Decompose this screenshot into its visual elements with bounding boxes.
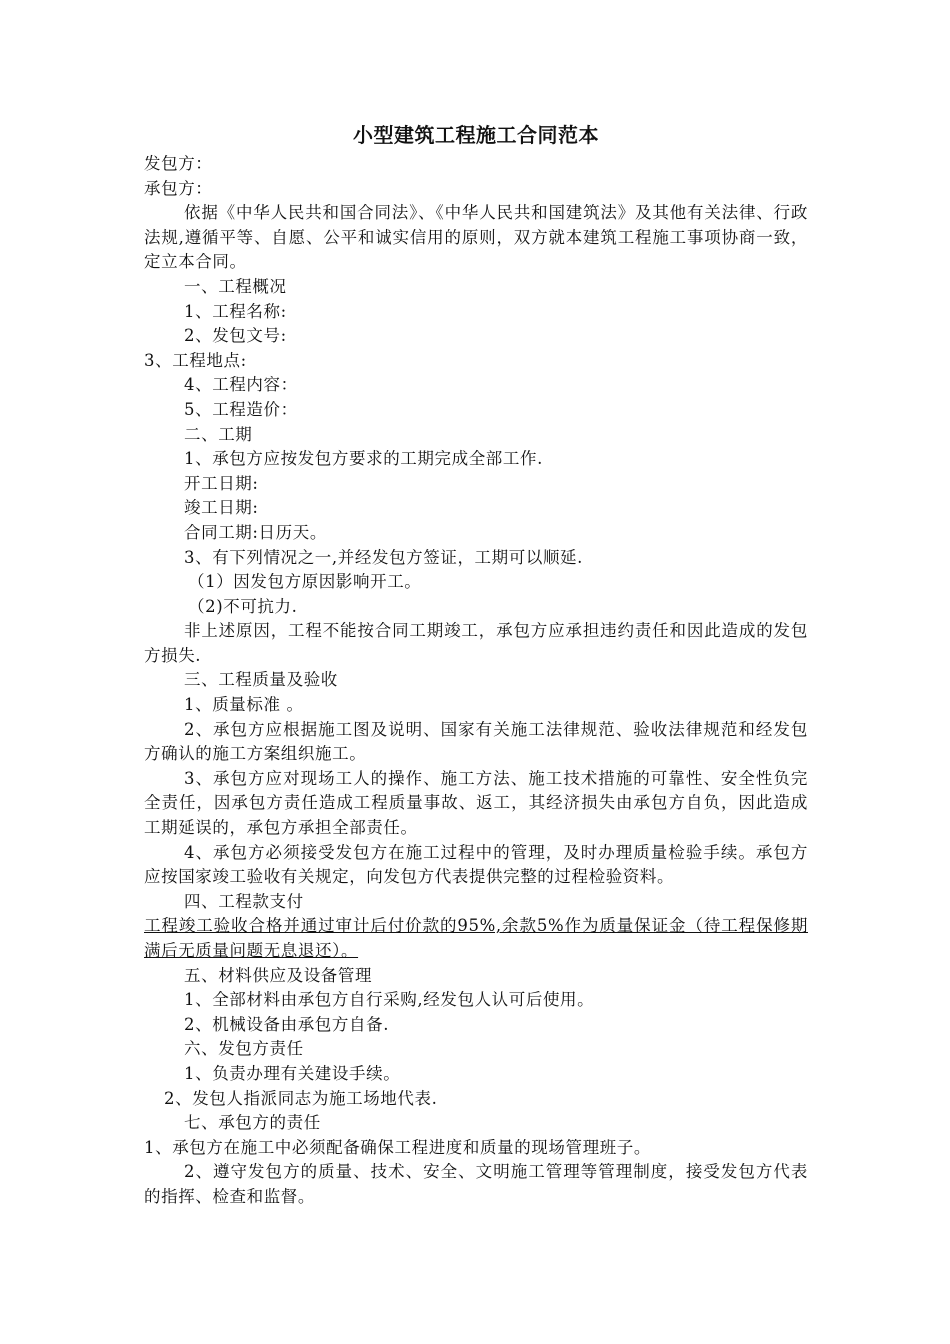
owner-duty-2: 2、发包人指派同志为施工场地代表. [164,1088,438,1108]
contract-number-line: 2、发包文号: [184,326,287,346]
start-date-line: 开工日期: [184,473,259,493]
materials-clause-1: 1、全部材料由承包方自行采购,经发包人认可后使用。 [184,990,595,1010]
contractor-duty-1: 1、承包方在施工中必须配备确保工程进度和质量的现场管理班子。 [144,1137,651,1157]
schedule-clause-1: 1、承包方应按发包方要求的工期完成全部工作. [184,449,543,469]
section-2-heading: 二、工期 [184,424,253,444]
section-3-heading: 三、工程质量及验收 [184,670,338,690]
payment-terms-paragraph: 工程竣工验收合格并通过审计后付价款的95%,余款5%作为质量保证金（待工程保修期满后无质量问题无息退还）。 [144,916,808,960]
project-location-line: 3、工程地点: [144,350,247,370]
section-1-heading: 一、工程概况 [184,276,287,296]
quality-clause-4: 4、承包方必须接受发包方在施工过程中的管理，及时办理质量检验手续。承包方应按国家竣工验收有关规定，向发包方代表提供完整的过程检验资料。 [144,842,808,887]
party-b-line: 承包方： [144,178,213,198]
completion-date-line: 竣工日期: [184,498,259,518]
contract-period-line: 合同工期:日历天。 [184,522,327,542]
quality-clause-2: 2、承包方应根据施工图及说明、国家有关施工法律规范、验收法律规范和经发包方确认的施工方案组织施工。 [144,719,808,764]
intro-paragraph: 依据《中华人民共和国合同法》、《中华人民共和国建筑法》及其他有关法律、行政法规,遵循平等、自愿、公平和诚实信用的原则，双方就本建筑工程施工事项协商一致，定立本合同。 [144,203,808,272]
project-content-line: 4、工程内容： [184,375,298,395]
contract-document [144,121,808,1210]
section-7-heading: 七、承包方的责任 [184,1113,321,1133]
document-title: 小型建筑工程施工合同范本 [353,123,599,147]
owner-duty-1: 1、负责办理有关建设手续。 [184,1063,401,1083]
materials-clause-2: 2、机械设备由承包方自备. [184,1014,390,1034]
contractor-duty-2: 2、遵守发包方的质量、技术、安全、文明施工管理等管理制度，接受发包方代表的指挥、检查和监督。 [144,1162,808,1206]
section-5-heading: 五、材料供应及设备管理 [184,965,373,985]
delay-liability-paragraph: 非上述原因，工程不能按合同工期竣工，承包方应承担违约责任和因此造成的发包方损失. [144,621,808,665]
quality-clause-3: 3、承包方应对现场工人的操作、施工方法、施工技术措施的可靠性、安全性负完全责任，因承包方责任造成工程质量事故、返工，其经济损失由承包方自负，因此造成工期延误的，承包方承担全部责任。 [144,768,808,838]
project-name-line: 1、工程名称: [184,301,287,321]
project-cost-line: 5、工程造价： [184,399,298,419]
section-6-heading: 六、发包方责任 [184,1039,304,1059]
schedule-clause-3: 3、有下列情况之一,并经发包方签证，工期可以顺延. [184,547,583,567]
extension-condition-2: （2)不可抗力. [188,596,298,616]
party-a-line: 发包方： [144,154,213,173]
quality-standard-line: 1、质量标准 。 [184,695,304,715]
extension-condition-1: （1）因发包方原因影响开工。 [188,572,422,592]
section-4-heading: 四、工程款支付 [184,891,304,911]
